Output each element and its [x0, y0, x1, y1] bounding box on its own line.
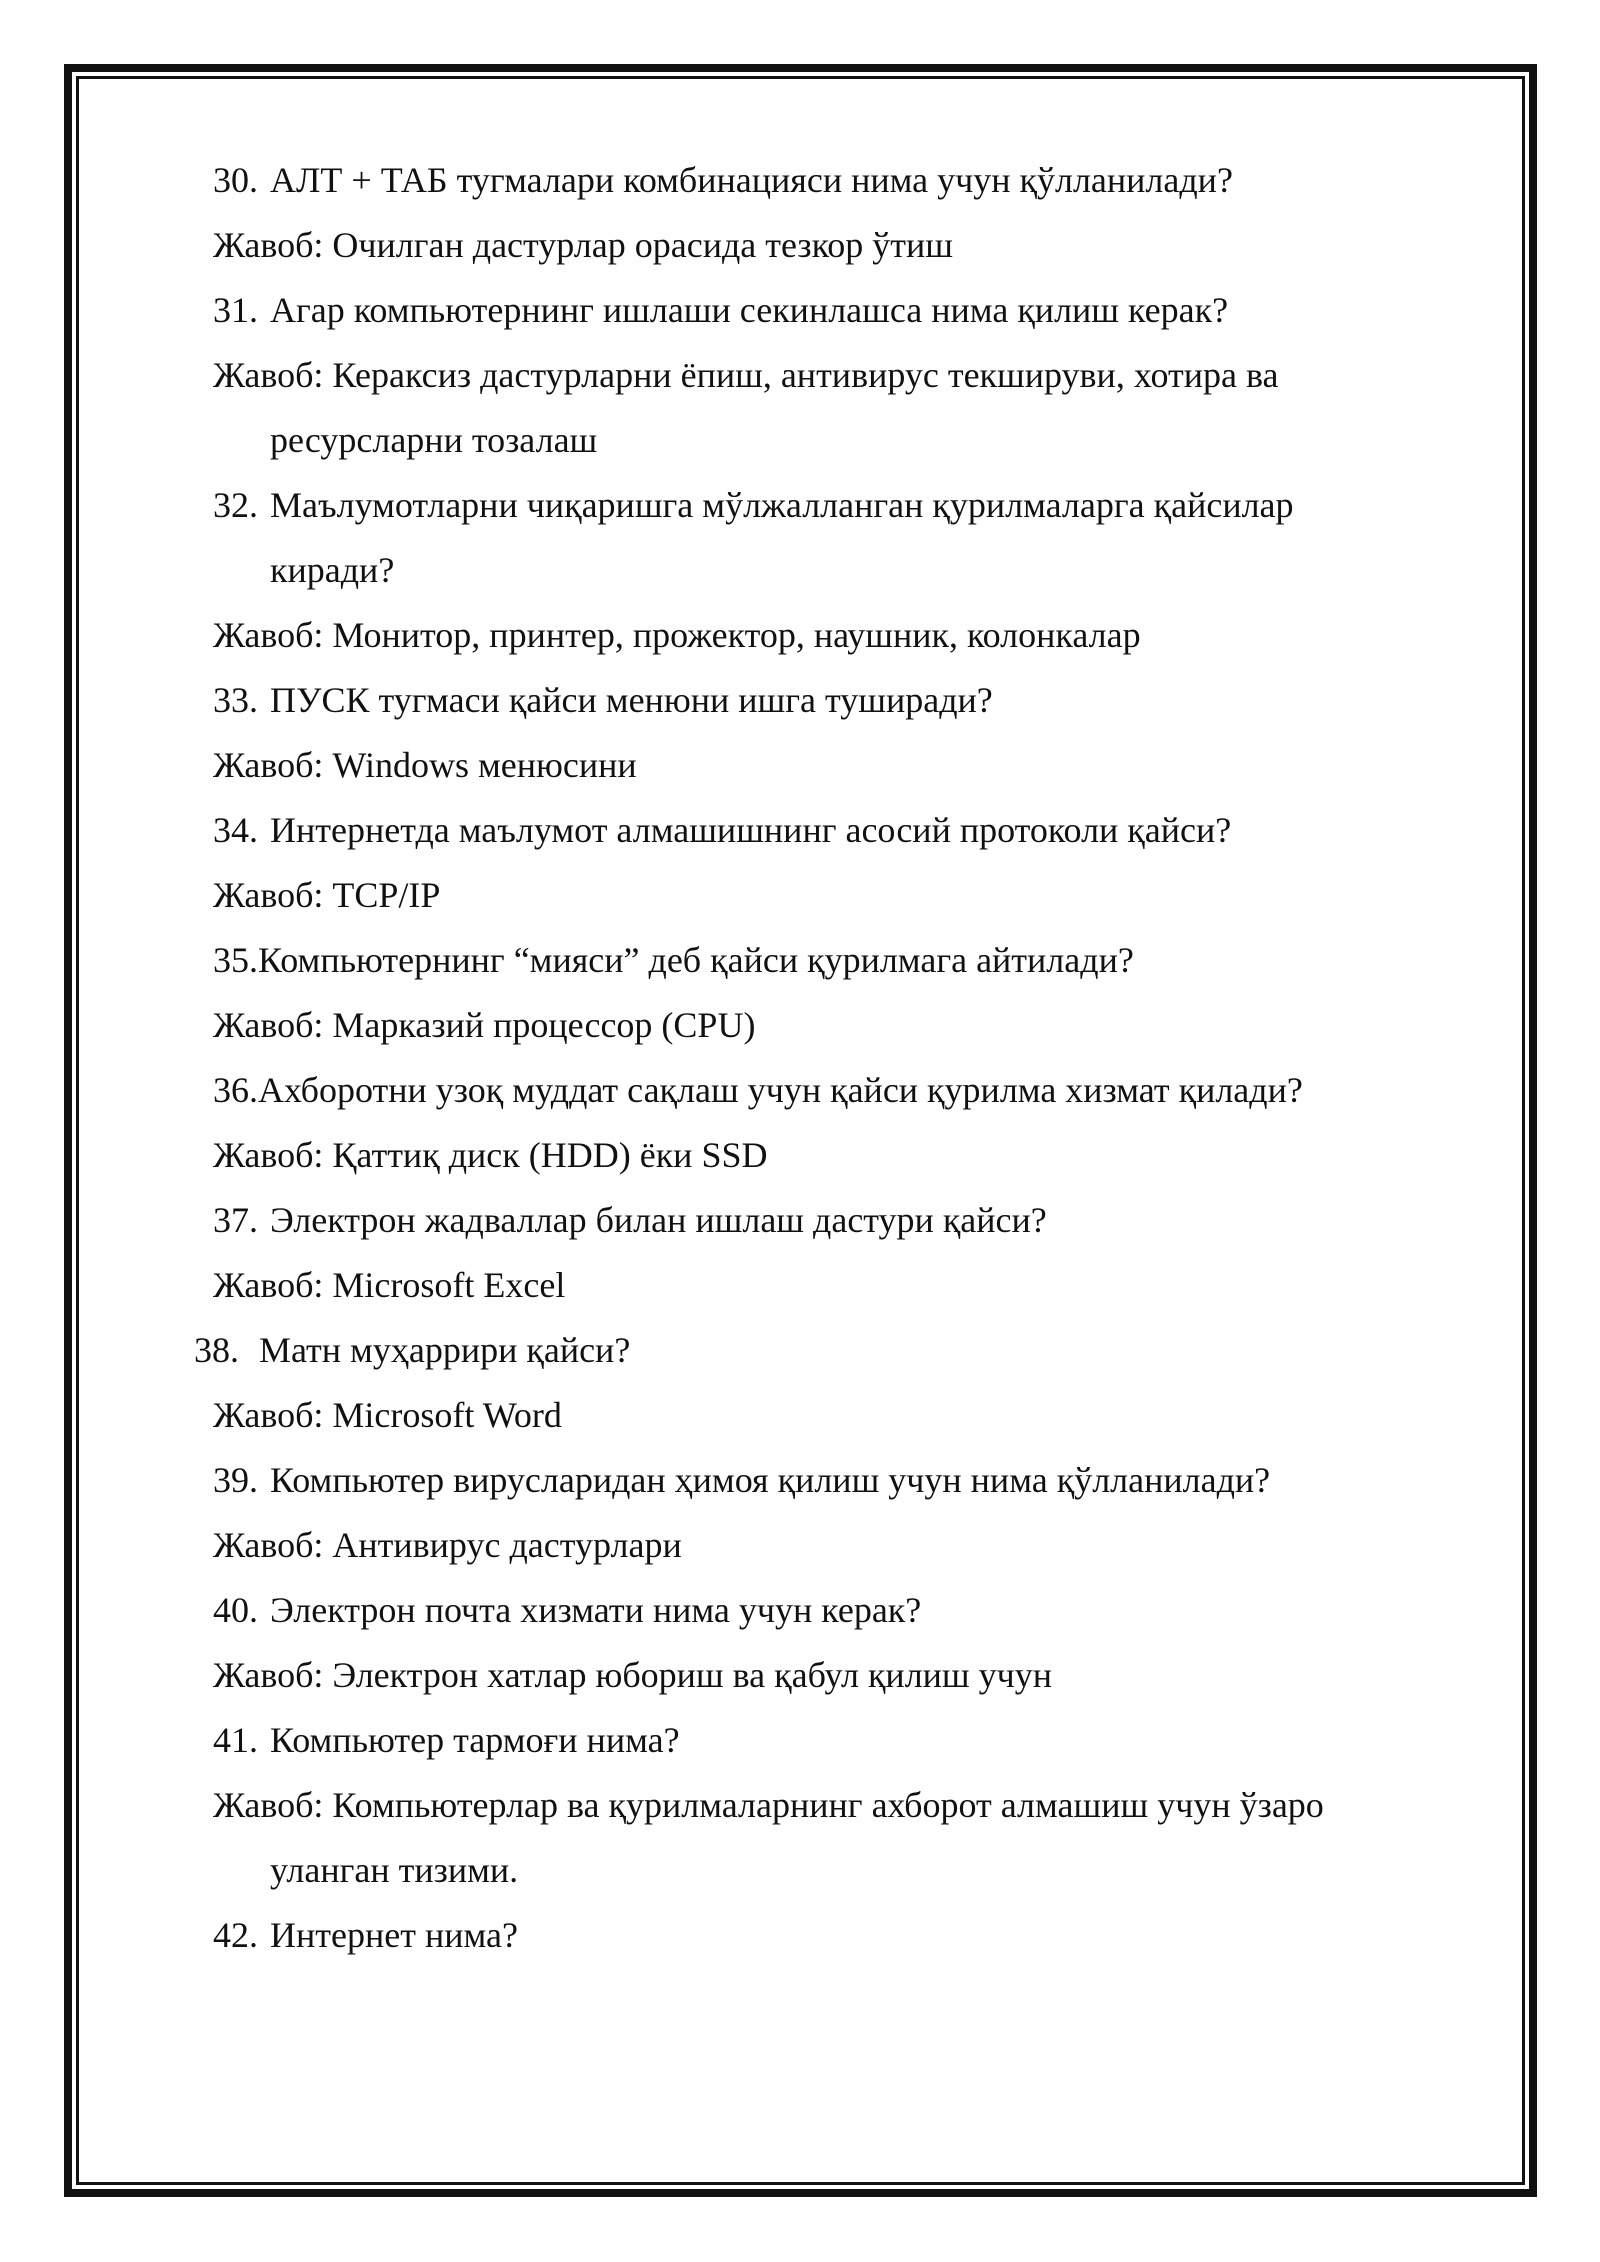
question-33: [0, 668, 1600, 733]
question-number: 41.: [213, 1720, 258, 1760]
question-text: Компьютер тармоғи нима?: [270, 1720, 680, 1760]
answer-39: Жавоб: Антивирус дастурлари: [213, 1525, 682, 1565]
question-42: [0, 1903, 1600, 1968]
question-text: Маълумотларни чиқаришга мўлжалланган қурилмаларга қайсилар: [270, 485, 1294, 525]
question-text: Электрон жадваллар билан ишлаш дастури қайси?: [270, 1200, 1047, 1240]
question-number: 36.: [213, 1070, 258, 1110]
question-text: Интернет нима?: [270, 1915, 518, 1955]
answer-31-continued: ресурсларни тозалаш: [270, 420, 598, 460]
question-number: 35.: [213, 940, 258, 980]
question-41: [0, 1708, 1600, 1773]
question-number: 34.: [213, 810, 258, 850]
question-31: [0, 278, 1600, 343]
answer-36: Жавоб: Қаттиқ диск (HDD) ёки SSD: [213, 1135, 768, 1175]
answer-40: Жавоб: Электрон хатлар юбориш ва қабул қилиш учун: [213, 1655, 1053, 1695]
question-text: АЛТ + ТАБ тугмалари комбинацияси нима учун қўлланилади?: [270, 160, 1233, 200]
question-number: 33.: [213, 680, 258, 720]
question-40: [0, 1578, 1600, 1643]
question-36: [0, 1058, 1600, 1123]
answer-35: Жавоб: Марказий процессор (CPU): [213, 1005, 756, 1045]
question-35: [0, 928, 1600, 993]
question-number: 38.: [194, 1330, 239, 1370]
answer-41: Жавоб: Компьютерлар ва қурилмаларнинг ахборот алмашиш учун ўзаро: [213, 1785, 1324, 1825]
question-32-continued: киради?: [270, 550, 395, 590]
answer-32: Жавоб: Монитор, принтер, прожектор, наушник, колонкалар: [213, 615, 1141, 655]
answer-33: Жавоб: Windows менюсини: [213, 745, 637, 785]
answer-37: Жавоб: Microsoft Excel: [213, 1265, 566, 1305]
question-number: 31.: [213, 290, 258, 330]
answer-41-continued: уланган тизими.: [270, 1850, 519, 1890]
question-text: Агар компьютернинг ишлаши секинлашса нима қилиш керак?: [270, 290, 1229, 330]
answer-34: Жавоб: TCP/IP: [213, 875, 441, 915]
question-39: [0, 1448, 1600, 1513]
question-37: [0, 1188, 1600, 1253]
question-number: 40.: [213, 1590, 258, 1630]
question-38: [0, 1318, 1600, 1383]
question-text: Ахборотни узоқ муддат сақлаш учун қайси қурилма хизмат қилади?: [258, 1070, 1303, 1110]
question-34: [0, 798, 1600, 863]
question-text: Интернетда маълумот алмашишнинг асосий протоколи қайси?: [270, 810, 1232, 850]
question-text: Матн муҳаррири қайси?: [259, 1330, 631, 1370]
qa-list: [0, 148, 1600, 1968]
answer-38: Жавоб: Microsoft Word: [213, 1395, 562, 1435]
question-number: 30.: [213, 160, 258, 200]
question-32: [0, 473, 1600, 538]
question-text: Компьютернинг “мияси” деб қайси қурилмага айтилади?: [258, 940, 1134, 980]
question-30: [0, 148, 1600, 213]
answer-30: Жавоб: Очилган дастурлар орасида тезкор ўтиш: [213, 225, 954, 265]
question-text: ПУСК тугмаси қайси менюни ишга туширади?: [270, 680, 993, 720]
question-number: 39.: [213, 1460, 258, 1500]
question-text: Компьютер вирусларидан ҳимоя қилиш учун нима қўлланилади?: [270, 1460, 1271, 1500]
question-number: 32.: [213, 485, 258, 525]
question-number: 42.: [213, 1915, 258, 1955]
question-number: 37.: [213, 1200, 258, 1240]
answer-31: Жавоб: Кераксиз дастурларни ёпиш, антивирус текшируви, хотира ва: [213, 355, 1279, 395]
question-text: Электрон почта хизмати нима учун керак?: [270, 1590, 922, 1630]
